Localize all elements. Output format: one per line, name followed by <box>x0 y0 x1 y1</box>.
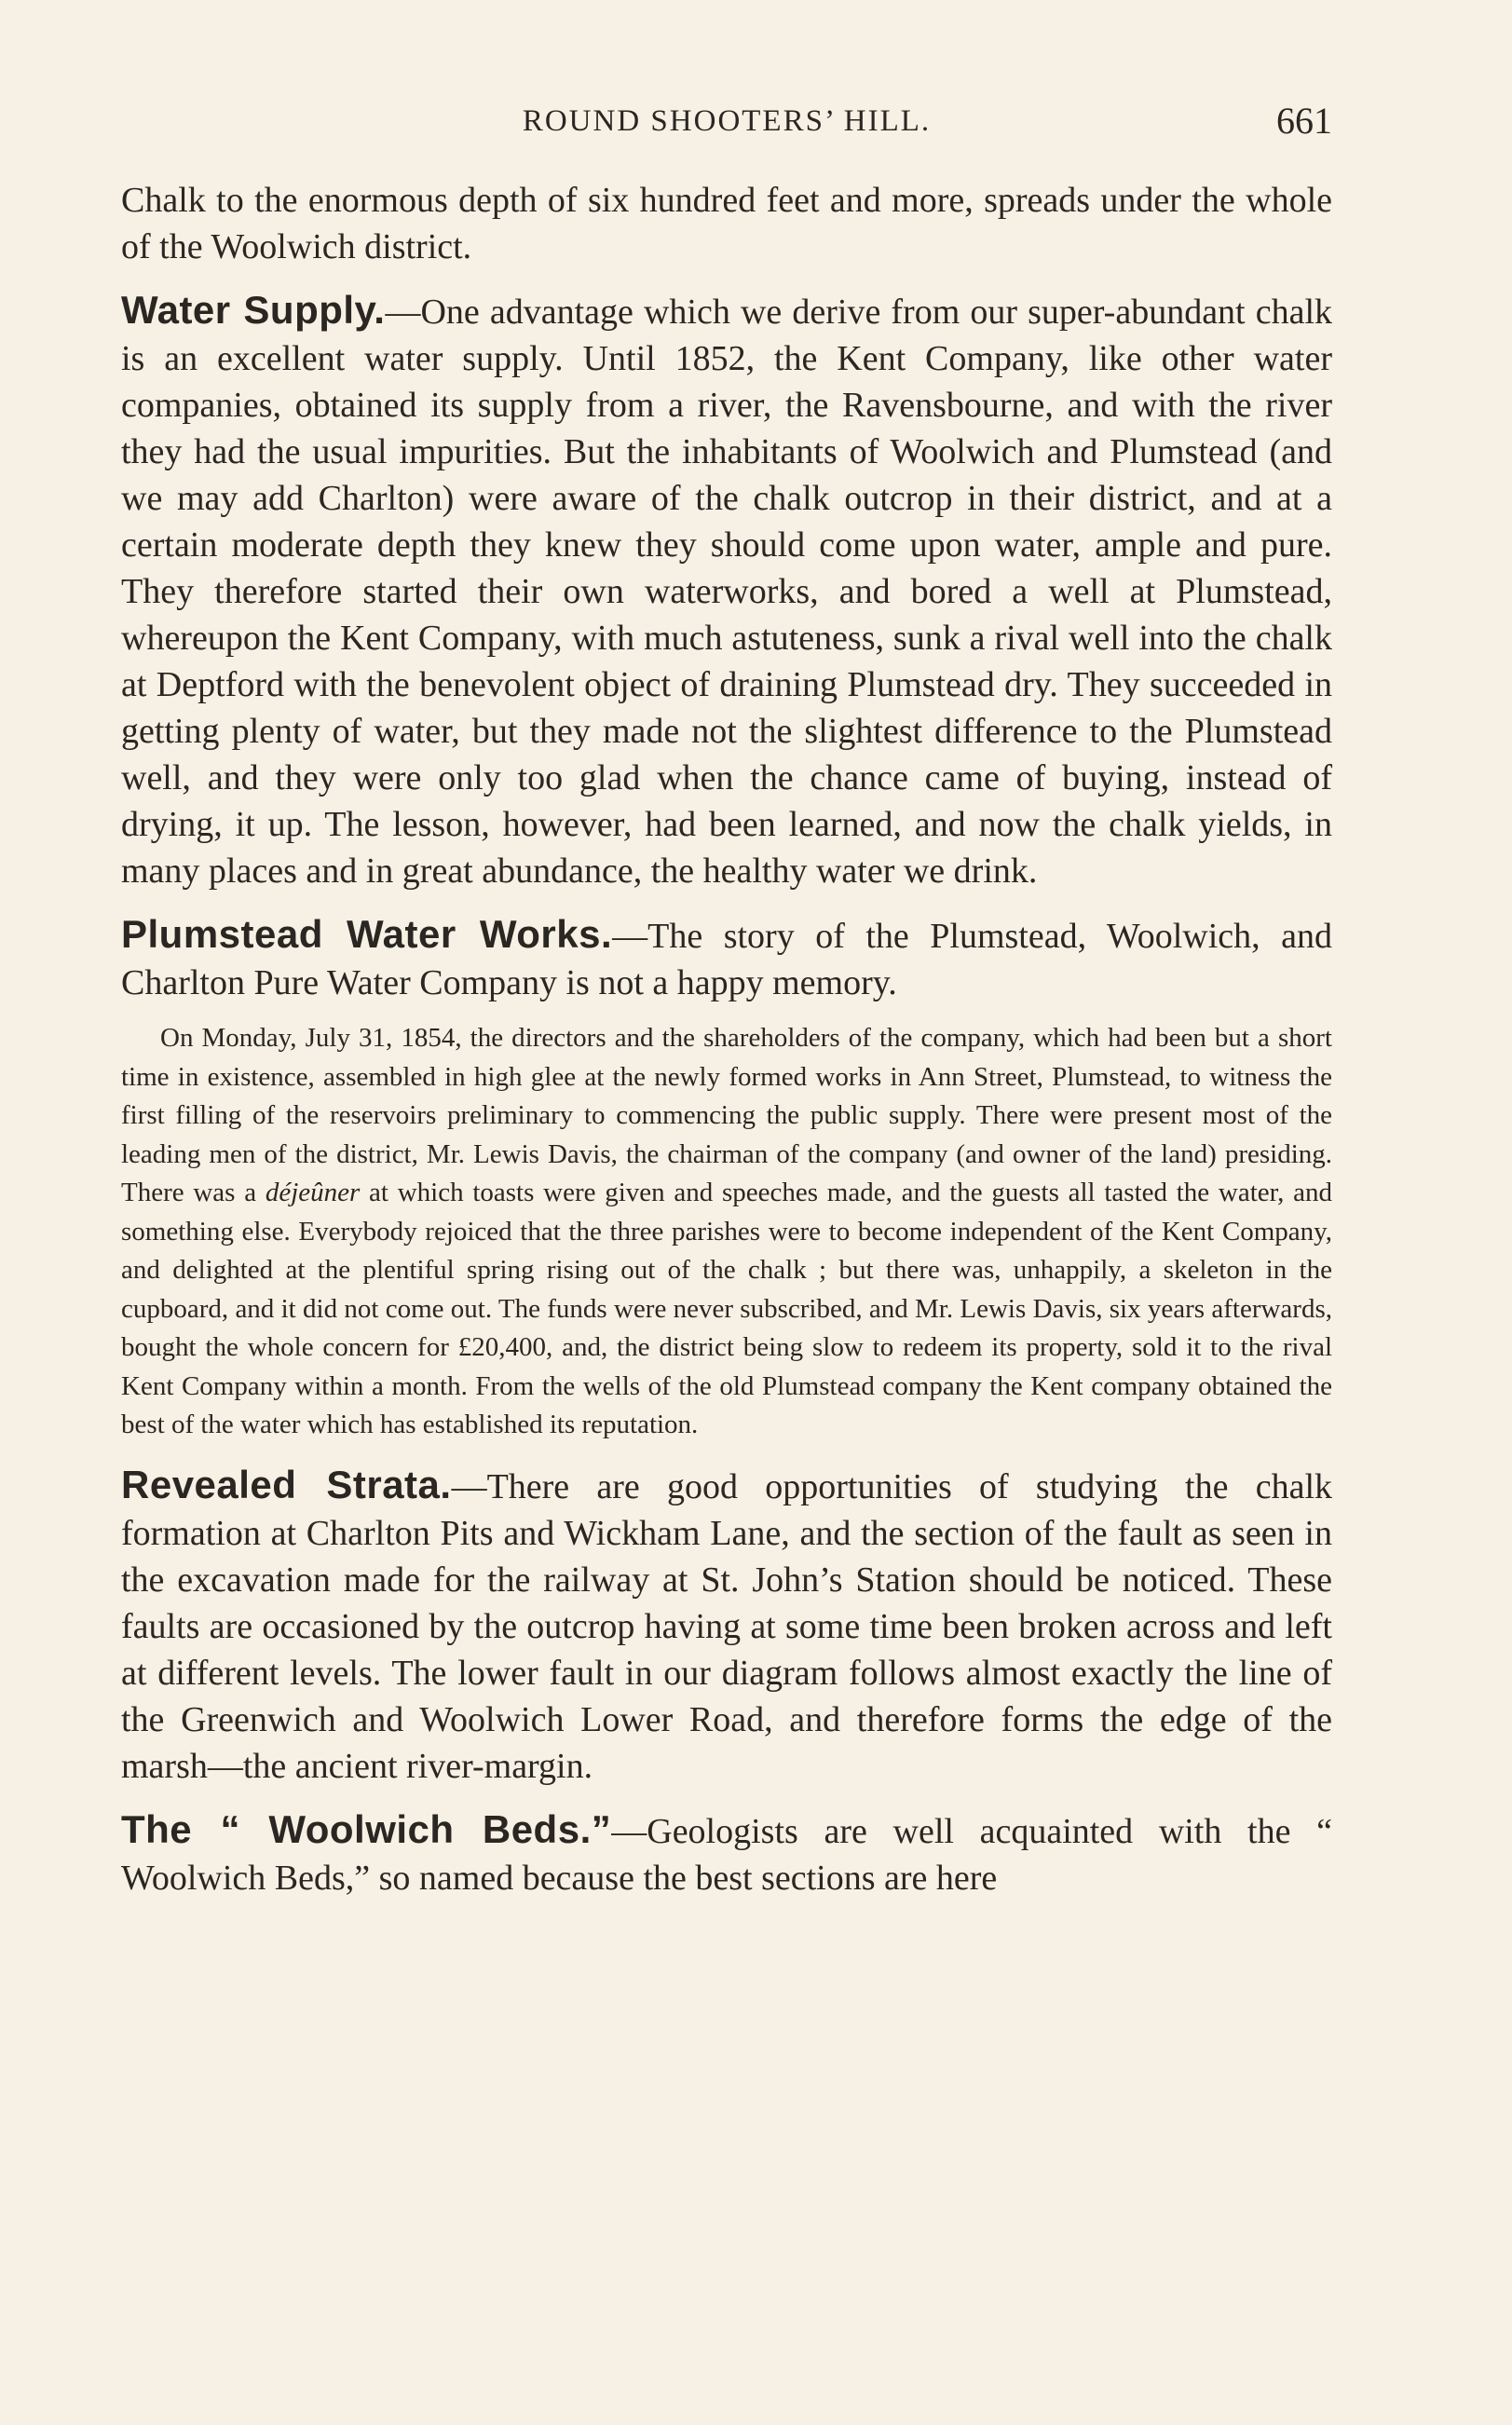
running-head: ROUND SHOOTERS’ HILL. <box>522 104 932 138</box>
strata-paragraph <box>121 1462 1332 1790</box>
strata-heading: Revealed Strata. <box>121 1462 452 1506</box>
woolwich-body: —Geologists are well acquainted with the “ Woolwich Beds,” so named because the best sections are here <box>121 1811 1333 1898</box>
strata-body: —There are good opportunities of studying the chalk formation at Charlton Pits and Wickham Lane, and the section of the fault as seen in the excavation made for the railway at St. John’s Station should be noticed. These faults are occasioned by the outcrop having at some time been broken across and left at different levels. The lower fault in our diagram follows almost exactly the line of the Greenwich and Woolwich Lower Road, and therefore forms the edge of the marsh—the ancient river-margin. <box>121 1466 1333 1786</box>
intro-paragraph: Chalk to the enormous depth of six hundred feet and more, spreads under the whole of the Woolwich district. <box>121 181 1332 266</box>
water-supply-heading: Water Supply. <box>121 288 386 332</box>
plumstead-paragraph <box>121 911 1332 1006</box>
woolwich-paragraph <box>121 1806 1332 1901</box>
plumstead-body: —The story of the Plumstead, Woolwich, and Charlton Pure Water Company is not a happy memory. <box>121 917 1332 1002</box>
body-text <box>121 177 1332 1901</box>
small-print-italic: déjeûner <box>265 1178 361 1207</box>
woolwich-heading: The “ Woolwich Beds.” <box>121 1806 612 1851</box>
water-supply-body: —One advantage which we derive from our super-abundant chalk is an excellent water supply. Until 1852, the Kent Company, like other water companies, obtained its supply from a river, the Ravensbourne, and with the river they had the usual impurities. But the inhabitants of Woolwich and Plumstead (and we may add Charlton) were aware of the chalk outcrop in their district, and at a certain moderate depth they knew they should come upon water, ample and pure. They therefore started their own waterworks, and bored a well at Plumstead, whereupon the Kent Company, with much astuteness, sunk a rival well into the chalk at Deptford with the benevolent object of draining Plumstead dry. They succeeded in getting plenty of water, but they made not the slightest difference to the Plumstead well, and they were only too glad when the chance came of buying, instead of drying, it up. The lesson, however, had been learned, and now the chalk yields, in many places and in great abundance, the healthy water we drink. <box>121 293 1332 891</box>
water-supply-paragraph <box>121 287 1332 894</box>
plumstead-heading: Plumstead Water Works. <box>121 912 613 956</box>
page-header <box>121 93 1332 149</box>
small-print-part-2: at which toasts were given and speeches made, and the guests all tasted the water, and something else. Everybody rejoiced that the three parishes were to become independent of the Kent Company, and delighted at the plentiful spring rising out of the chalk ; but there was, unhappily, a skeleton in the cupboard, and it did not come out. The funds were never subscribed, and Mr. Lewis Davis, six years afterwards, bought the whole concern for £20,400, and, the district being slow to redeem its property, sold it to the rival Kent Company within a month. From the wells of the old Plumstead company the Kent company obtained the best of the water which has established its reputation. <box>121 1178 1333 1439</box>
small-print-paragraph <box>121 1019 1332 1445</box>
small-print-part-1: On Monday, July 31, 1854, the directors and the shareholders of the company, which had been but a short time in existence, assembled in high glee at the newly formed works in Ann Street, Plumstead, to witness the first filling of the reservoirs preliminary to commencing the public supply. There were present most of the leading men of the district, Mr. Lewis Davis, the chairman of the company (and owner of the land) presiding. There was a <box>121 1023 1332 1207</box>
page-number: 661 <box>1276 100 1332 142</box>
